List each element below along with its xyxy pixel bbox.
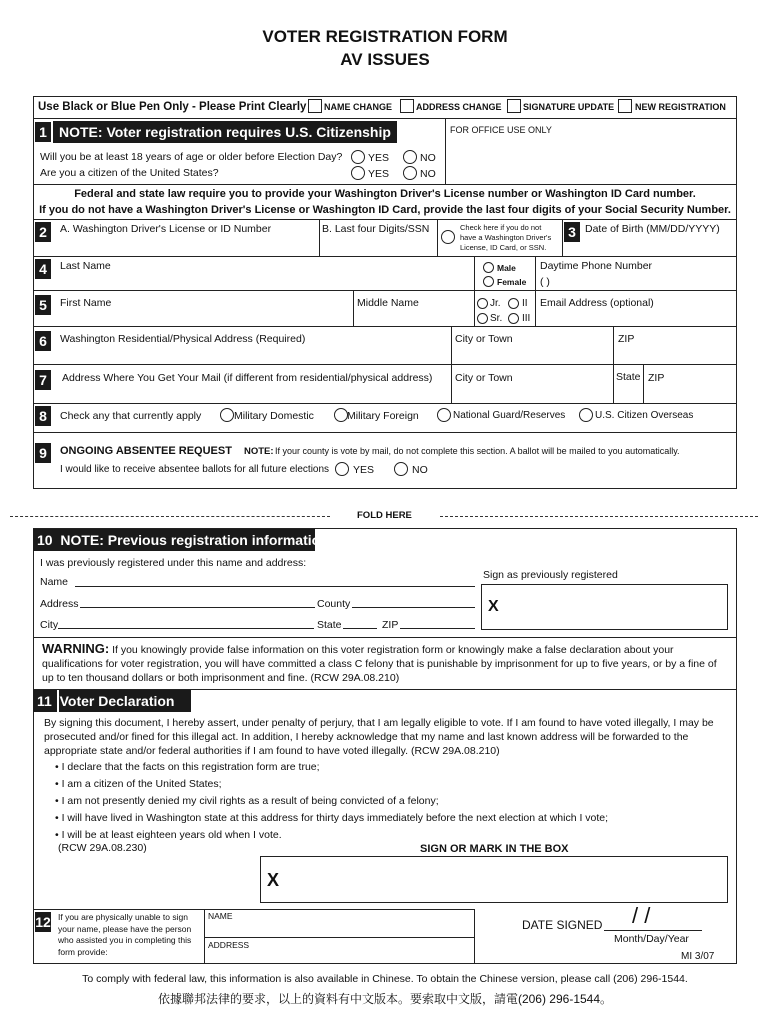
- sr-radio[interactable]: [477, 313, 488, 324]
- absentee-note-bold: NOTE:: [244, 446, 274, 457]
- footer-chinese: 依據聯邦法律的要求，以上的資料有中文版本。要索取中文版，請電(206) 296-1544。: [157, 992, 613, 1006]
- name-change-label: NAME CHANGE: [324, 102, 393, 112]
- military-foreign-label: Military Foreign: [347, 410, 419, 422]
- ii-label: II: [522, 298, 528, 309]
- res-city-label: City or Town: [455, 333, 513, 345]
- citizen-overseas-radio[interactable]: [579, 408, 593, 422]
- signature-update-checkbox[interactable]: [507, 99, 521, 113]
- declaration-rcw: (RCW 29A.08.230): [58, 842, 147, 854]
- name-change-checkbox[interactable]: [308, 99, 322, 113]
- section-1-banner: NOTE: Voter registration requires U.S. Citizenship: [53, 121, 397, 143]
- section-10-number: 10: [37, 532, 53, 548]
- form-title: VOTER REGISTRATION FORM: [262, 27, 508, 46]
- prev-city-line[interactable]: [58, 628, 314, 629]
- prev-address-line[interactable]: [80, 607, 315, 608]
- declaration-bullet-1: • I declare that the facts on this registration form are true;: [55, 761, 320, 773]
- office-use-label: FOR OFFICE USE ONLY: [450, 125, 552, 135]
- age-question: Will you be at least 18 years of age or older before Election Day?: [40, 151, 343, 163]
- assistant-name-label: NAME: [208, 911, 233, 921]
- prev-signature-box[interactable]: [481, 584, 728, 630]
- prev-state-line[interactable]: [343, 628, 377, 629]
- section-7-number: 7: [35, 370, 51, 390]
- signature-update-label: SIGNATURE UPDATE: [523, 102, 615, 112]
- middle-name-label: Middle Name: [357, 297, 419, 309]
- absentee-yes-radio[interactable]: [335, 462, 349, 476]
- new-registration-label: NEW REGISTRATION: [635, 102, 726, 112]
- prev-zip-line[interactable]: [400, 628, 475, 629]
- absentee-title: ONGOING ABSENTEE REQUEST: [60, 445, 232, 457]
- age-yes-label: YES: [368, 152, 390, 164]
- national-guard-radio[interactable]: [437, 408, 451, 422]
- declaration-bullet-3: • I am not presently denied my civil rights as a result of being convicted of a felony;: [55, 795, 439, 807]
- date-signed-label: DATE SIGNED: [522, 918, 603, 932]
- prev-county-label: County: [317, 598, 351, 610]
- warning-head: WARNING:: [42, 641, 110, 656]
- check-apply-label: Check any that currently apply: [60, 410, 202, 422]
- fold-line-right: [440, 516, 758, 517]
- age-yes-radio[interactable]: [351, 150, 365, 164]
- section-3-number: 3: [564, 222, 580, 242]
- address-change-checkbox[interactable]: [400, 99, 414, 113]
- phone-label: Daytime Phone Number: [540, 260, 653, 272]
- section-10-banner: [33, 529, 329, 551]
- declaration-bullet-4: • I will have lived in Washington state at this address for thirty days immediately before the next election at which I vote;: [55, 812, 609, 824]
- absentee-yes-label: YES: [353, 464, 375, 476]
- new-registration-checkbox[interactable]: [618, 99, 632, 113]
- citizen-yes-label: YES: [368, 168, 390, 180]
- prev-address-label: Address: [40, 598, 79, 610]
- res-zip-label: ZIP: [618, 333, 635, 345]
- military-domestic-radio[interactable]: [220, 408, 234, 422]
- declaration-bullet-5: • I will be at least eighteen years old when I vote.: [55, 829, 282, 841]
- citizen-yes-radio[interactable]: [351, 166, 365, 180]
- sign-or-mark-label: SIGN OR MARK IN THE BOX: [420, 843, 569, 855]
- section-11-number: 11: [37, 693, 52, 709]
- form-subtitle: AV ISSUES: [340, 50, 430, 69]
- military-domestic-label: Military Domestic: [234, 410, 314, 422]
- prev-name-label: Name: [40, 576, 69, 588]
- address-change-label: ADDRESS CHANGE: [416, 102, 502, 112]
- license-label: A. Washington Driver's License or ID Number: [60, 223, 272, 235]
- citizen-no-radio[interactable]: [403, 166, 417, 180]
- age-no-radio[interactable]: [403, 150, 417, 164]
- section-1-number: 1: [35, 122, 51, 142]
- absentee-no-radio[interactable]: [394, 462, 408, 476]
- federal-notice-line1: Federal and state law require you to provide your Washington Driver's License number or Washington ID Card number.: [74, 188, 696, 200]
- citizen-question: Are you a citizen of the United States?: [40, 167, 219, 179]
- assistant-address-label: ADDRESS: [208, 940, 250, 950]
- female-label: Female: [497, 277, 527, 287]
- voter-signature-x: X: [267, 870, 280, 890]
- month-day-year-label: Month/Day/Year: [614, 933, 689, 945]
- form-code: MI 3/07: [681, 951, 715, 962]
- first-name-label: First Name: [60, 297, 112, 309]
- declaration-paragraph: By signing this document, I hereby assert, under penalty of perjury, that I am legally eligible to vote. If I am found to have voted illegally, I may be prosecuted and/or fined for this illegal act. In addition, I hereby acknowledge that my name and last known address will be forwarded to the appropriate state and/or federal authorities if I am found to have voted illegally. (RCW 29A.08.210): [44, 717, 714, 757]
- citizen-overseas-label: U.S. Citizen Overseas: [595, 410, 694, 421]
- prev-zip-label: ZIP: [382, 619, 399, 631]
- no-id-line2: have a Washington Driver's: [460, 233, 552, 242]
- warning-text: [42, 642, 730, 685]
- absentee-receive-label: I would like to receive absentee ballots for all future elections: [60, 464, 330, 475]
- prev-name-line[interactable]: [75, 586, 475, 587]
- ii-radio[interactable]: [508, 298, 519, 309]
- section-8-number: 8: [35, 406, 51, 426]
- ssn-label: B. Last four Digits/SSN: [322, 223, 430, 235]
- citizen-no-label: NO: [420, 168, 436, 180]
- pen-note: Use Black or Blue Pen Only - Please Print Clearly: [38, 101, 307, 113]
- fold-here-label: FOLD HERE: [357, 510, 412, 521]
- section-9-number: 9: [35, 443, 51, 463]
- mail-city-label: City or Town: [455, 372, 513, 384]
- no-id-line1: Check here if you do not: [460, 223, 542, 232]
- declaration-bullet-2: • I am a citizen of the United States;: [55, 778, 222, 790]
- iii-radio[interactable]: [508, 313, 519, 324]
- sr-label: Sr.: [490, 313, 503, 324]
- federal-notice-line2: If you do not have a Washington Driver's License or Washington ID Card, provide the last four digits of your Social Security Number.: [39, 204, 731, 216]
- fold-line-left: [10, 516, 330, 517]
- dob-label: Date of Birth (MM/DD/YYYY): [585, 223, 720, 235]
- prev-county-line[interactable]: [352, 607, 475, 608]
- section-2-number: 2: [35, 222, 51, 242]
- section-4-number: 4: [35, 259, 51, 279]
- section-6-number: 6: [35, 331, 51, 351]
- section-11-title: Voter Declaration: [59, 693, 175, 709]
- no-id-line3: License, ID Card, or SSN.: [460, 243, 547, 252]
- footer-english: To comply with federal law, this information is also available in Chinese. To obtain the Chinese version, please call (206) 296-1544.: [82, 973, 688, 985]
- absentee-no-label: NO: [412, 464, 428, 476]
- phone-paren: ( ): [540, 276, 550, 288]
- section-10-title: NOTE: Previous registration information: [60, 532, 329, 548]
- email-label: Email Address (optional): [540, 297, 654, 309]
- mailing-address-label: Address Where You Get Your Mail (if different from residential/physical address): [62, 372, 433, 384]
- military-foreign-radio[interactable]: [334, 408, 348, 422]
- section-5-number: 5: [35, 295, 51, 315]
- jr-label: Jr.: [490, 298, 501, 309]
- iii-label: III: [522, 313, 531, 324]
- warning-body: If you knowingly provide false information on this voter registration form or knowingly make a false declaration about your qualifications for voter registration, you will have committed a class C felony that is punishable by imprisonment for up to five years, or by a fine of up to ten thousand dollars or both imprisonment and fine. (RCW 29A.08.210): [42, 644, 717, 684]
- date-signed-line[interactable]: [604, 930, 702, 931]
- last-name-label: Last Name: [60, 260, 111, 272]
- section-12-number: 12: [35, 914, 51, 930]
- date-slashes: / /: [632, 903, 651, 928]
- mail-zip-label: ZIP: [648, 372, 665, 384]
- mail-state-label: State: [616, 371, 641, 383]
- voter-signature-box[interactable]: [260, 856, 728, 903]
- prev-registered-label: I was previously registered under this name and address:: [40, 557, 307, 569]
- age-no-label: NO: [420, 152, 436, 164]
- prev-signature-x: X: [488, 598, 499, 615]
- assistant-instructions: If you are physically unable to sign your name, please have the person who assisted you in completing this form provide:: [58, 912, 192, 957]
- female-radio[interactable]: [483, 276, 494, 287]
- residential-address-label: Washington Residential/Physical Address (Required): [60, 333, 306, 345]
- absentee-note: If your county is vote by mail, do not complete this section. A ballot will be mailed to you automatically.: [275, 446, 680, 456]
- sign-prev-label: Sign as previously registered: [483, 569, 618, 581]
- national-guard-label: National Guard/Reserves: [453, 410, 566, 421]
- male-radio[interactable]: [483, 262, 494, 273]
- no-id-radio[interactable]: [441, 230, 455, 244]
- male-label: Male: [497, 263, 516, 273]
- prev-state-label: State: [317, 619, 342, 631]
- jr-radio[interactable]: [477, 298, 488, 309]
- prev-city-label: City: [40, 619, 59, 631]
